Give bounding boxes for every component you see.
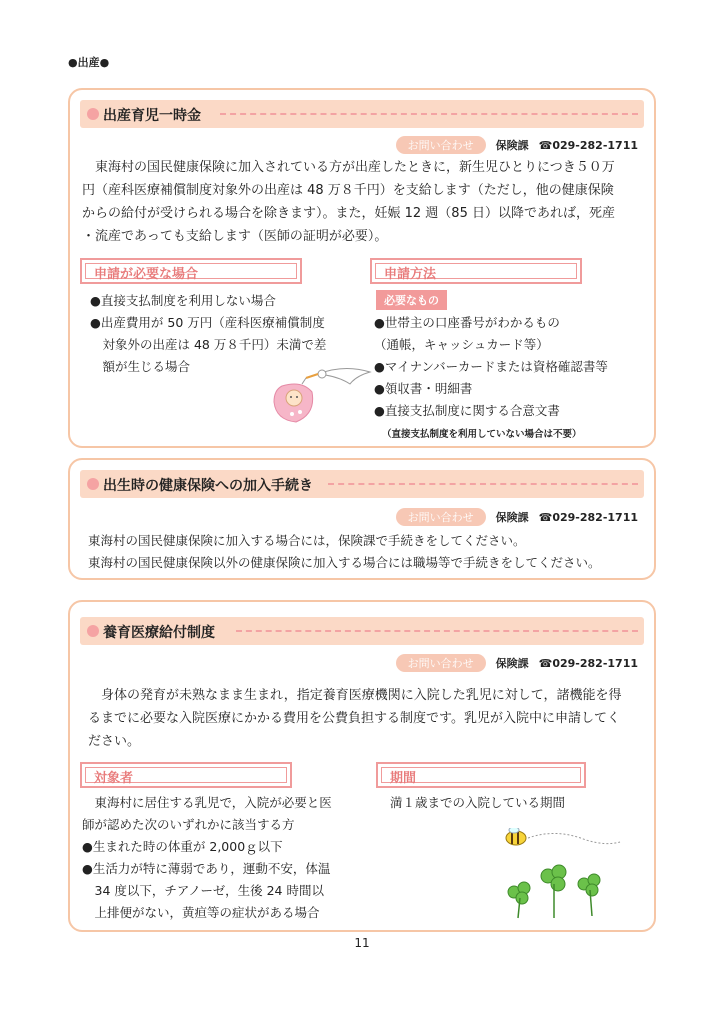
- header-dash-line: [328, 483, 638, 485]
- list-item: ●生活力が特に薄弱であり，運動不安，体温: [82, 861, 331, 876]
- list-item: 対象外の出産は 48 万８千円）未満で差: [90, 337, 327, 352]
- body-line: 東海村の国民健康保険に加入する場合には，保険課で手続きをしてください。: [88, 533, 526, 548]
- header-dot-icon: [87, 625, 99, 637]
- list-item: 額が生じる場合: [90, 359, 191, 374]
- inquiry-pill: お問い合わせ: [396, 508, 486, 526]
- list-item: ●直接支払制度に関する合意文書: [374, 403, 560, 418]
- box-header: [80, 617, 644, 645]
- application-method-header: [370, 258, 582, 284]
- period-text: 満１歳までの入院している期間: [390, 795, 566, 810]
- body-text: [88, 684, 653, 753]
- header-dot-icon: [87, 108, 99, 120]
- subheader-label: 期間: [390, 771, 417, 786]
- header-dash-line: [220, 113, 638, 115]
- inquiry-pill: お問い合わせ: [396, 136, 486, 154]
- contact-info: [396, 654, 638, 672]
- left-items: [82, 792, 372, 924]
- body-line: 東海村の国民健康保険以外の健康保険に加入する場合には職場等で手続きをしてください。: [88, 555, 601, 570]
- inquiry-pill: お問い合わせ: [396, 654, 486, 672]
- list-item: ●領収書・明細書: [374, 381, 473, 396]
- right-items: [374, 312, 654, 422]
- header-dash-line: [236, 630, 638, 632]
- contact-phone: ☎029-282-1711: [538, 510, 638, 524]
- box-title: 出生時の健康保険への加入手続き: [103, 478, 313, 494]
- contact-info: [396, 136, 638, 154]
- list-item: ●生まれた時の体重が 2,000ｇ以下: [82, 839, 283, 854]
- body-line: 東海村の国民健康保険に加入されている方が出産したときに，新生児ひとりにつき５０万: [82, 160, 615, 175]
- list-item: （通帳，キャッシュカード等）: [374, 337, 549, 352]
- contact-phone: ☎029-282-1711: [538, 656, 638, 670]
- body-text: [88, 530, 653, 574]
- required-items-tag: 必要なもの: [376, 290, 447, 310]
- body-line: 円（産科医療補償制度対象外の出産は 48 万８千円）を支給します（ただし，他の健康保険: [82, 183, 614, 198]
- subheader-label: 対象者: [94, 771, 134, 786]
- list-item: 34 度以下，チアノーゼ，生後 24 時間以: [82, 883, 324, 898]
- section-label: ●出産●: [68, 56, 110, 69]
- contact-dept: 保険課: [495, 657, 529, 670]
- body-line: 身体の発育が未熟なまま生まれ，指定養育医療機関に入院した乳児に対して，諸機能を得: [88, 688, 622, 703]
- body-line: るまでに必要な入院医療にかかる費用を公費負担する制度です。乳児が入院中に申請してく: [88, 711, 620, 726]
- box-header: [80, 100, 644, 128]
- contact-dept: 保険課: [495, 139, 529, 152]
- contact-phone: ☎029-282-1711: [538, 138, 638, 152]
- list-item: ●世帯主の口座番号がわかるもの: [374, 315, 560, 330]
- right-note: （直接支払制度を利用していない場合は不要）: [382, 429, 582, 440]
- period-header: [376, 762, 586, 788]
- list-item: 東海村に居住する乳児で，入院が必要と医: [82, 795, 332, 810]
- body-line: ださい。: [88, 734, 141, 749]
- box-title: 出産育児一時金: [103, 108, 201, 124]
- contact-dept: 保険課: [495, 511, 529, 524]
- contact-info: [396, 508, 638, 526]
- list-item: ●マイナンバーカードまたは資格確認書等: [374, 359, 608, 374]
- lump-sum-birth-allowance-box: [68, 88, 656, 448]
- when-application-needed-header: [80, 258, 302, 284]
- body-text: [82, 156, 652, 248]
- stork-baby-illustration: [266, 362, 378, 428]
- list-item: ●直接支払制度を利用しない場合: [90, 293, 276, 308]
- bee-clover-illustration: [496, 828, 624, 920]
- body-line: からの給付が受けられる場合を除きます）。また，妊娠 12 週（85 日）以降であれば，死産: [82, 206, 615, 221]
- body-line: ・流産であっても支給します（医師の証明が必要）。: [82, 229, 388, 244]
- birth-insurance-enrollment-box: [68, 458, 656, 580]
- premature-infant-medical-care-box: [68, 600, 656, 932]
- eligible-persons-header: [80, 762, 292, 788]
- subheader-label: 申請が必要な場合: [94, 267, 199, 282]
- subheader-label: 申請方法: [384, 267, 437, 282]
- box-title: 養育医療給付制度: [103, 625, 215, 641]
- page-number: 11: [354, 936, 370, 950]
- header-dot-icon: [87, 478, 99, 490]
- list-item: 上排便がない，黄疸等の症状がある場合: [82, 905, 320, 920]
- list-item: 師が認めた次のいずれかに該当する方: [82, 817, 295, 832]
- list-item: ●出産費用が 50 万円（産科医療補償制度: [90, 315, 325, 330]
- box-header: [80, 470, 644, 498]
